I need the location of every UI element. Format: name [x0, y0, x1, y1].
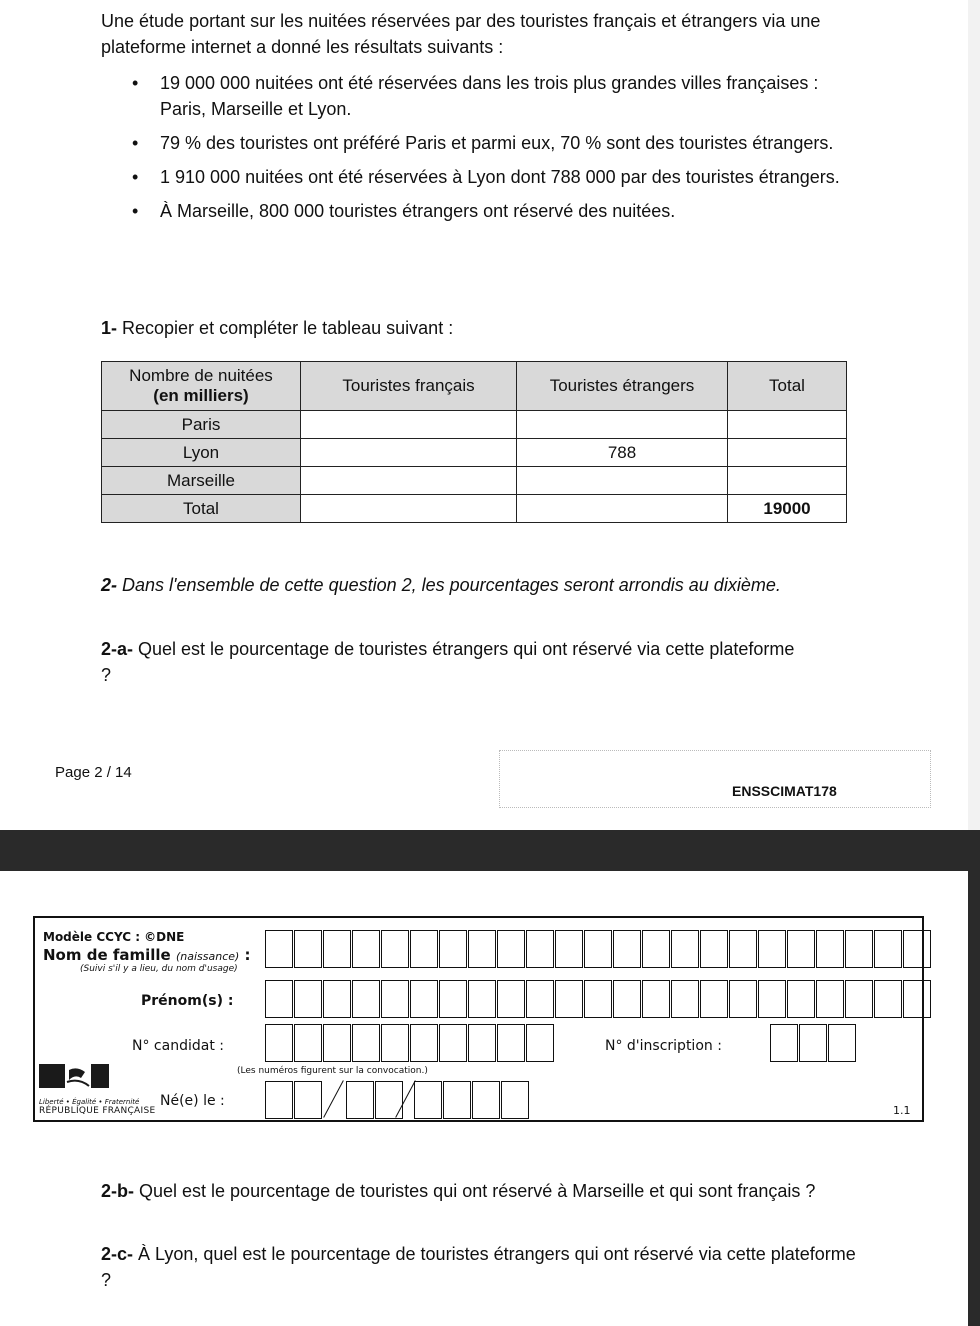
character-box[interactable]: [816, 980, 844, 1018]
row-label: Total: [102, 495, 301, 523]
character-box[interactable]: [323, 980, 351, 1018]
surname-boxes[interactable]: [265, 930, 932, 968]
question-text: Quel est le pourcentage de touristes qui ont réservé à Marseille et qui sont français ?: [134, 1181, 816, 1201]
fact-item: • À Marseille, 800 000 touristes étrangers ont réservé des nuitées.: [101, 198, 841, 224]
character-box[interactable]: [381, 1024, 409, 1062]
character-box[interactable]: [414, 1081, 442, 1119]
firstname-boxes[interactable]: [265, 980, 932, 1018]
character-box[interactable]: [323, 1024, 351, 1062]
question-text: Recopier et compléter le tableau suivant :: [117, 318, 454, 338]
character-box[interactable]: [468, 930, 496, 968]
character-box[interactable]: [845, 930, 873, 968]
character-box[interactable]: [903, 980, 931, 1018]
fact-item: • 79 % des touristes ont préféré Paris et parmi eux, 70 % sont des touristes étrangers.: [101, 130, 841, 156]
intro-paragraph: Une étude portant sur les nuitées réservées par des touristes français et étrangers via une plateforme internet a donné les résultats suivants :: [101, 11, 821, 57]
character-box[interactable]: [787, 930, 815, 968]
form-model: Modèle CCYC : ©DNE: [43, 930, 185, 944]
character-box[interactable]: [700, 930, 728, 968]
question-2a: [101, 636, 801, 688]
character-box[interactable]: [845, 980, 873, 1018]
character-box[interactable]: [346, 1081, 374, 1119]
header-total: Total: [728, 362, 847, 411]
header-french-tourists: Touristes français: [301, 362, 517, 411]
character-box[interactable]: [294, 1024, 322, 1062]
question-1: [101, 315, 453, 341]
viewer-edge-dark: [968, 871, 980, 1326]
character-box[interactable]: [352, 930, 380, 968]
question-text: À Lyon, quel est le pourcentage de touristes étrangers qui ont réservé via cette plateforme ?: [101, 1244, 856, 1290]
character-box[interactable]: [439, 930, 467, 968]
character-box[interactable]: [265, 1024, 293, 1062]
republic-name: RÉPUBLIQUE FRANÇAISE: [39, 1106, 156, 1116]
table-row: [102, 467, 847, 495]
cell-french: [301, 411, 517, 439]
table-header-row: [102, 362, 847, 411]
character-box[interactable]: [381, 980, 409, 1018]
character-box[interactable]: [294, 930, 322, 968]
header-foreign-tourists: Touristes étrangers: [517, 362, 728, 411]
cell-total: 19000: [728, 495, 847, 523]
character-box[interactable]: [555, 930, 583, 968]
character-box[interactable]: [294, 980, 322, 1018]
fact-item: • 19 000 000 nuitées ont été réservées dans les trois plus grandes villes françaises : Paris, Marseille et Lyon.: [101, 70, 841, 122]
character-box[interactable]: [729, 980, 757, 1018]
question-text: Dans l'ensemble de cette question 2, les pourcentages seront arrondis au dixième.: [117, 575, 781, 595]
character-box[interactable]: [265, 1081, 293, 1119]
character-box[interactable]: [584, 930, 612, 968]
cell-foreign: 788: [517, 439, 728, 467]
character-box[interactable]: [526, 980, 554, 1018]
marianne-logo-icon: [39, 1058, 139, 1098]
cell-french: [301, 439, 517, 467]
character-box[interactable]: [439, 1024, 467, 1062]
question-number: 1-: [101, 318, 118, 338]
character-box[interactable]: [671, 980, 699, 1018]
cell-french: [301, 495, 517, 523]
question-number: 2-c-: [101, 1244, 134, 1264]
character-box[interactable]: [381, 930, 409, 968]
corner-header-unit: (en milliers): [153, 386, 249, 405]
character-box[interactable]: [410, 930, 438, 968]
character-box[interactable]: [294, 1081, 322, 1119]
character-box[interactable]: [816, 930, 844, 968]
row-label: Marseille: [102, 467, 301, 495]
fact-item: • 1 910 000 nuitées ont été réservées à Lyon dont 788 000 par des touristes étrangers.: [101, 164, 841, 190]
character-box[interactable]: [323, 930, 351, 968]
character-box[interactable]: [526, 1024, 554, 1062]
character-box[interactable]: [497, 930, 525, 968]
character-box[interactable]: [758, 980, 786, 1018]
table-row: [102, 439, 847, 467]
character-box[interactable]: [497, 1024, 525, 1062]
exam-code: ENSSCIMAT178: [732, 783, 837, 799]
cell-total: [728, 411, 847, 439]
cell-total: [728, 439, 847, 467]
corner-header-line: Nombre de nuitées: [129, 366, 273, 385]
character-box[interactable]: [265, 930, 293, 968]
table-row: [102, 495, 847, 523]
question-number: 2-a-: [101, 639, 134, 659]
character-box[interactable]: [700, 980, 728, 1018]
page-number: Page 2 / 14: [55, 764, 132, 781]
cell-foreign: [517, 467, 728, 495]
birthdate-day-boxes[interactable]: [265, 1081, 323, 1119]
code-box: [499, 750, 931, 808]
registration-number-boxes[interactable]: [770, 1024, 857, 1062]
character-box[interactable]: [472, 1081, 500, 1119]
character-box[interactable]: [375, 1081, 403, 1119]
character-box[interactable]: [758, 930, 786, 968]
birthdate-label: Né(e) le :: [160, 1093, 225, 1109]
character-box[interactable]: [501, 1081, 529, 1119]
page-separator: [0, 830, 980, 871]
character-box[interactable]: [443, 1081, 471, 1119]
question-text: Quel est le pourcentage de touristes étrangers qui ont réservé via cette plateforme ?: [101, 639, 795, 685]
surname-colon: :: [239, 946, 251, 964]
character-box[interactable]: [410, 1024, 438, 1062]
registration-number-label: N° d'inscription :: [605, 1038, 722, 1054]
cell-foreign: [517, 411, 728, 439]
question-2b: [101, 1178, 861, 1204]
nights-table: [101, 361, 847, 523]
character-box[interactable]: [874, 930, 902, 968]
character-box[interactable]: [642, 930, 670, 968]
surname-hint: (naissance): [175, 950, 240, 963]
character-box[interactable]: [352, 1024, 380, 1062]
character-box[interactable]: [770, 1024, 798, 1062]
candidate-number-label: N° candidat :: [132, 1038, 224, 1054]
form-version: 1.1: [893, 1104, 911, 1117]
character-box[interactable]: [410, 980, 438, 1018]
cell-french: [301, 467, 517, 495]
character-box[interactable]: [555, 980, 583, 1018]
cell-foreign: [517, 495, 728, 523]
character-box[interactable]: [468, 1024, 496, 1062]
character-box[interactable]: [671, 930, 699, 968]
character-box[interactable]: [526, 930, 554, 968]
candidate-number-boxes[interactable]: [265, 1024, 555, 1062]
convocation-note: (Les numéros figurent sur la convocation.): [237, 1066, 428, 1076]
surname-label: [43, 946, 251, 964]
surname-label-text: Nom de famille: [43, 946, 171, 964]
republic-motto: Liberté • Égalité • Fraternité: [39, 1098, 140, 1106]
character-box[interactable]: [787, 980, 815, 1018]
character-box[interactable]: [468, 980, 496, 1018]
character-box[interactable]: [729, 930, 757, 968]
character-box[interactable]: [642, 980, 670, 1018]
character-box[interactable]: [352, 980, 380, 1018]
character-box[interactable]: [584, 980, 612, 1018]
table-row: [102, 411, 847, 439]
question-2c: [101, 1241, 861, 1293]
cell-total: [728, 467, 847, 495]
question-number: 2-b-: [101, 1181, 134, 1201]
character-box[interactable]: [265, 980, 293, 1018]
surname-subtext: (Suivi s'il y a lieu, du nom d'usage): [80, 964, 238, 974]
character-box[interactable]: [439, 980, 467, 1018]
firstname-label: Prénom(s) :: [141, 993, 234, 1009]
character-box[interactable]: [799, 1024, 827, 1062]
birthdate-month-boxes[interactable]: [346, 1081, 404, 1119]
question-2: [101, 572, 801, 598]
row-label: Paris: [102, 411, 301, 439]
date-separator: [323, 1080, 344, 1118]
character-box[interactable]: [828, 1024, 856, 1062]
character-box[interactable]: [874, 980, 902, 1018]
character-box[interactable]: [613, 980, 641, 1018]
candidate-form: [33, 916, 924, 1122]
row-label: Lyon: [102, 439, 301, 467]
viewer-edge: [968, 0, 980, 830]
character-box[interactable]: [903, 930, 931, 968]
character-box[interactable]: [613, 930, 641, 968]
question-number: 2-: [101, 575, 118, 595]
character-box[interactable]: [497, 980, 525, 1018]
corner-header-cell: [102, 362, 301, 411]
facts-list: [101, 70, 841, 232]
birthdate-year-boxes[interactable]: [414, 1081, 530, 1119]
